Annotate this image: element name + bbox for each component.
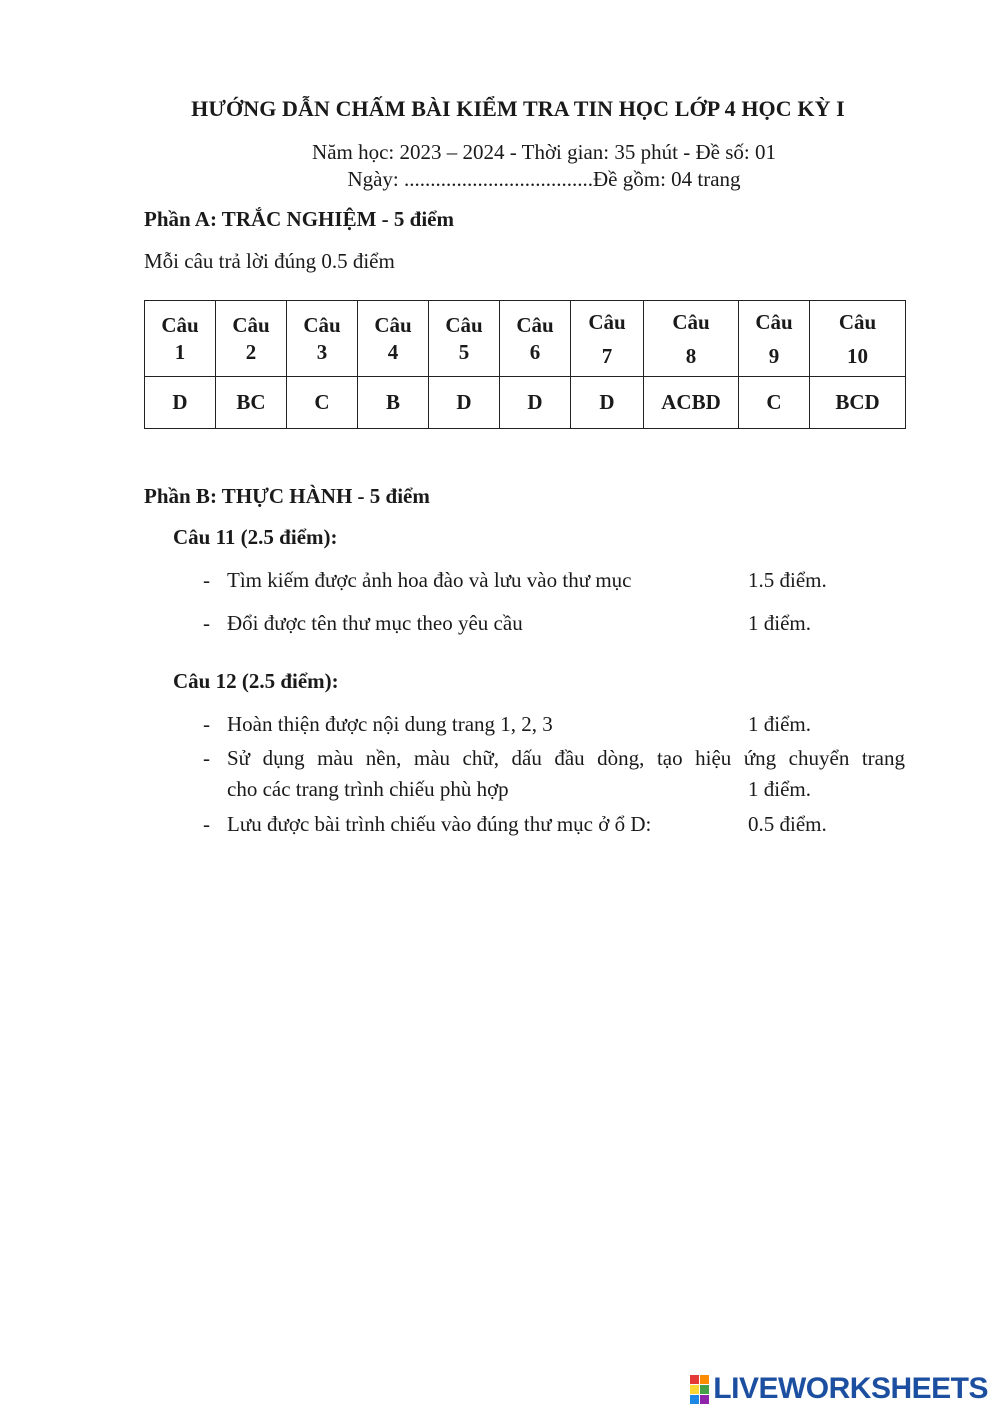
answer-cell: C bbox=[287, 377, 358, 429]
answer-row bbox=[145, 377, 906, 429]
q11-item-score: 1.5 điểm. bbox=[748, 568, 827, 592]
q11-item-score: 1 điểm. bbox=[748, 611, 811, 635]
q12-item-text: Sử dụng màu nền, màu chữ, dấu đầu dòng, tạo hiệu ứng chuyển trang bbox=[227, 746, 905, 770]
bullet-dash: - bbox=[203, 712, 210, 736]
answer-cell: D bbox=[145, 377, 216, 429]
liveworksheets-logo bbox=[690, 1372, 988, 1406]
question-cell: Câu 5 bbox=[429, 301, 500, 377]
q12-item-text-cont: cho các trang trình chiếu phù hợp bbox=[227, 777, 509, 801]
liveworksheets-logo-icon bbox=[690, 1375, 709, 1404]
question-cell: Câu 8 bbox=[644, 301, 739, 377]
question-cell: Câu 3 bbox=[287, 301, 358, 377]
question-cell: Câu 1 bbox=[145, 301, 216, 377]
question-cell: Câu 6 bbox=[500, 301, 571, 377]
question-cell: Câu 2 bbox=[216, 301, 287, 377]
part-a-note: Mỗi câu trả lời đúng 0.5 điểm bbox=[144, 249, 395, 273]
answer-cell: D bbox=[500, 377, 571, 429]
answer-cell: B bbox=[358, 377, 429, 429]
answer-table bbox=[144, 300, 906, 429]
answer-cell: D bbox=[429, 377, 500, 429]
school-year-line: Năm học: 2023 – 2024 - Thời gian: 35 phút - Đề số: 01 bbox=[312, 140, 776, 164]
document-title: HƯỚNG DẪN CHẤM BÀI KIỂM TRA TIN HỌC LỚP 4 HỌC KỲ I bbox=[191, 96, 845, 121]
bullet-dash: - bbox=[203, 746, 210, 770]
bullet-dash: - bbox=[203, 812, 210, 836]
q12-item-text: Lưu được bài trình chiếu vào đúng thư mục ở ổ D: bbox=[227, 812, 652, 836]
date-pages-line: Ngày: ....................................Đề gồm: 04 trang bbox=[347, 167, 741, 191]
question-cell: Câu 10 bbox=[810, 301, 906, 377]
q12-item-score: 1 điểm. bbox=[748, 712, 811, 736]
bullet-dash: - bbox=[203, 611, 210, 635]
answer-cell: C bbox=[739, 377, 810, 429]
answer-cell: D bbox=[571, 377, 644, 429]
q11-item-text: Đổi được tên thư mục theo yêu cầu bbox=[227, 611, 523, 635]
answer-cell: BCD bbox=[810, 377, 906, 429]
q12-heading: Câu 12 (2.5 điểm): bbox=[173, 669, 339, 693]
bullet-dash: - bbox=[203, 568, 210, 592]
part-b-heading: Phần B: THỰC HÀNH - 5 điểm bbox=[144, 484, 430, 508]
q12-item-score: 0.5 điểm. bbox=[748, 812, 827, 836]
q12-item-text: Hoàn thiện được nội dung trang 1, 2, 3 bbox=[227, 712, 553, 736]
question-cell: Câu 9 bbox=[739, 301, 810, 377]
part-a-heading: Phần A: TRẮC NGHIỆM - 5 điểm bbox=[144, 207, 454, 231]
question-row bbox=[145, 301, 906, 377]
q12-item-score: 1 điểm. bbox=[748, 777, 811, 801]
q11-heading: Câu 11 (2.5 điểm): bbox=[173, 525, 338, 549]
answer-cell: ACBD bbox=[644, 377, 739, 429]
question-cell: Câu 7 bbox=[571, 301, 644, 377]
question-cell: Câu 4 bbox=[358, 301, 429, 377]
answer-cell: BC bbox=[216, 377, 287, 429]
q11-item-text: Tìm kiếm được ảnh hoa đào và lưu vào thư mục bbox=[227, 568, 632, 592]
liveworksheets-logo-text: LIVEWORKSHEETS bbox=[713, 1372, 988, 1405]
